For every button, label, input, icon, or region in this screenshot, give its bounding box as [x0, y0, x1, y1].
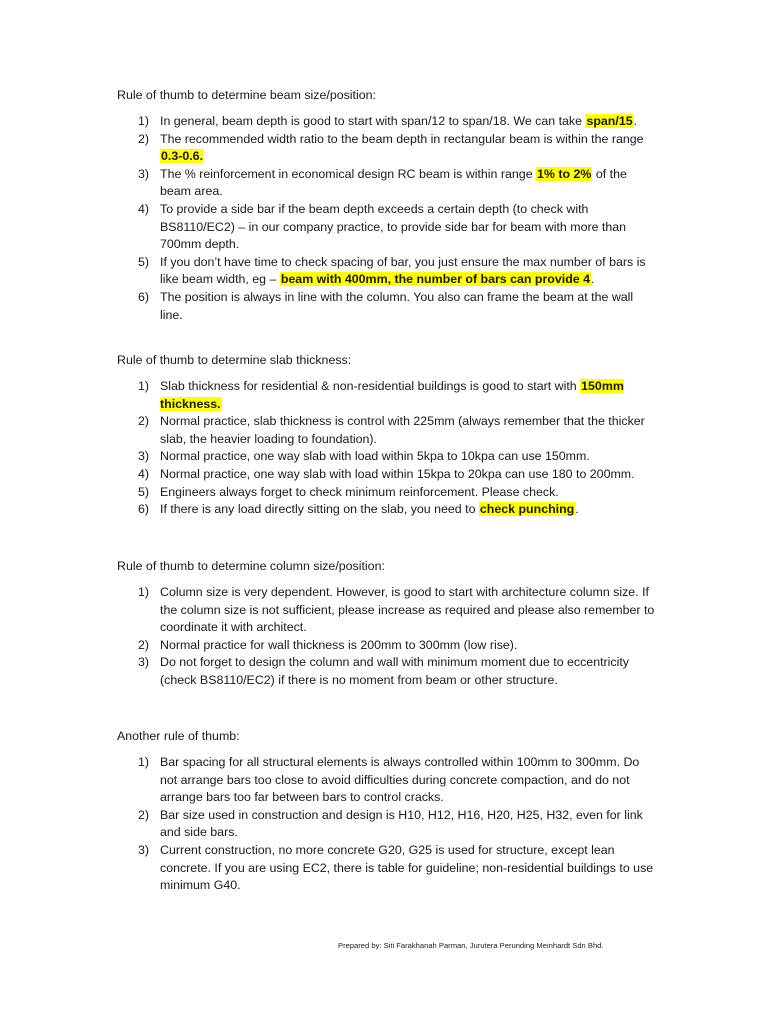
rule-number: 6)	[138, 502, 150, 517]
rule-text: Normal practice, one way slab with load within 15kpa to 20kpa can use 180 to 200mm.	[160, 466, 635, 481]
rule-item	[117, 484, 657, 502]
rule-number: 3)	[138, 166, 150, 181]
rule-text: Current construction, no more concrete G20, G25 is used for structure, except lean concrete. If you are using EC2, there is table for guideline; non-residential buildings to use minimum G40.	[160, 842, 654, 893]
rule-number: 1)	[138, 755, 150, 769]
rule-item	[117, 754, 657, 807]
rule-number: 2)	[138, 637, 150, 652]
rule-text: Bar size used in construction and design is H10, H12, H16, H20, H25, H32, even for link and side bars.	[160, 807, 643, 840]
rule-text: Column size is very dependent. However, is good to start with architecture column size. If the column size is not sufficient, please increase as required and please also remember to coordinate it with architect.	[160, 585, 655, 635]
rule-text: of the beam area.	[160, 166, 627, 199]
rule-text: The % reinforcement in economical design RC beam is within range	[160, 166, 537, 181]
rule-list	[117, 754, 657, 895]
column-rules-section	[117, 558, 657, 690]
rule-text: To provide a side bar if the beam depth exceeds a certain depth (to check with BS8110/EC2) – in our company practice, to provide side bar for beam with more than 700mm depth.	[160, 201, 627, 252]
rule-number: 2)	[138, 414, 150, 429]
rule-text: .	[575, 502, 579, 517]
general-rules-section	[117, 728, 657, 895]
rule-text: Engineers always forget to check minimum reinforcement. Please check.	[160, 484, 559, 499]
rule-text: Normal practice, slab thickness is control with 225mm (always remember that the thicker slab, the heavier loading to foundation).	[160, 414, 645, 446]
rule-text: The recommended width ratio to the beam depth in rectangular beam is within the range	[160, 131, 644, 146]
rule-text: Normal practice for wall thickness is 200mm to 300mm (low rise).	[160, 637, 518, 652]
rule-item	[117, 466, 657, 484]
rule-number: 2)	[138, 807, 150, 822]
rule-text: Normal practice, one way slab with load within 5kpa to 10kpa can use 150mm.	[160, 449, 590, 464]
rule-number: 3)	[138, 449, 150, 464]
rule-text: Slab thickness for residential & non-residential buildings is good to start with	[160, 379, 581, 393]
rule-number: 3)	[138, 655, 150, 670]
rule-item	[117, 378, 657, 413]
rule-number: 1)	[138, 585, 150, 599]
rule-text: Do not forget to design the column and wall with minimum moment due to eccentricity (check BS8110/EC2) if there is no moment from beam or other structure.	[160, 655, 629, 687]
section-heading: Rule of thumb to determine slab thickness:	[117, 353, 352, 367]
highlighted-text: 150mm thickness.	[160, 379, 624, 411]
rule-item	[117, 289, 657, 324]
rule-item	[117, 254, 657, 289]
rule-item	[117, 584, 657, 637]
rule-list	[117, 378, 657, 519]
rule-item	[117, 166, 657, 201]
highlighted-text: beam with 400mm, the number of bars can provide 4	[280, 272, 591, 287]
beam-rules-section	[117, 87, 657, 324]
rule-item	[117, 113, 657, 131]
section-heading: Rule of thumb to determine beam size/position:	[117, 88, 376, 102]
rule-text: If you don’t have time to check spacing of bar, you just ensure the max number of bars is like beam width, eg –	[160, 254, 646, 287]
rule-text: If there is any load directly sitting on the slab, you need to	[160, 502, 479, 517]
rule-item	[117, 448, 657, 466]
highlighted-text: span/15	[586, 114, 633, 128]
highlighted-text: 1% to 2%	[537, 166, 592, 181]
section-heading: Another rule of thumb:	[117, 729, 240, 743]
rule-item	[117, 201, 657, 254]
rule-text: In general, beam depth is good to start with span/12 to span/18. We can take	[160, 114, 586, 128]
rule-number: 2)	[138, 131, 150, 146]
rule-number: 4)	[138, 466, 150, 481]
highlighted-text: 0.3-0.6.	[161, 149, 204, 164]
rule-text: The position is always in line with the column. You also can frame the beam at the wall line.	[160, 289, 634, 322]
rule-item	[117, 842, 657, 895]
footer-credit: Prepared by: Siti Farakhanah Parman, Jurutera Perunding Meinhardt Sdn Bhd.	[338, 941, 604, 950]
rule-number: 1)	[138, 114, 150, 128]
highlighted-text: check punching	[479, 502, 575, 517]
rule-number: 1)	[138, 379, 150, 393]
rule-item	[117, 413, 657, 448]
rule-number: 5)	[138, 254, 150, 269]
rule-text: .	[633, 114, 638, 128]
slab-rules-section	[117, 352, 657, 519]
rule-item	[117, 131, 657, 166]
rule-item	[117, 654, 657, 689]
rule-number: 6)	[138, 289, 150, 304]
rule-text: Bar spacing for all structural elements is always controlled within 100mm to 300mm. Do not arrange bars too close to avoid difficulties during concrete compaction, and do not arrange bars too far between bars to control cracks.	[160, 755, 640, 805]
rule-item	[117, 637, 657, 655]
section-heading: Rule of thumb to determine column size/position:	[117, 559, 385, 573]
rule-list	[117, 584, 657, 690]
rule-item	[117, 807, 657, 842]
rule-list	[117, 113, 657, 324]
rule-number: 3)	[138, 842, 150, 857]
rule-number: 5)	[138, 484, 150, 499]
rule-item	[117, 501, 657, 519]
rule-number: 4)	[138, 201, 150, 216]
rule-text: .	[591, 272, 595, 287]
